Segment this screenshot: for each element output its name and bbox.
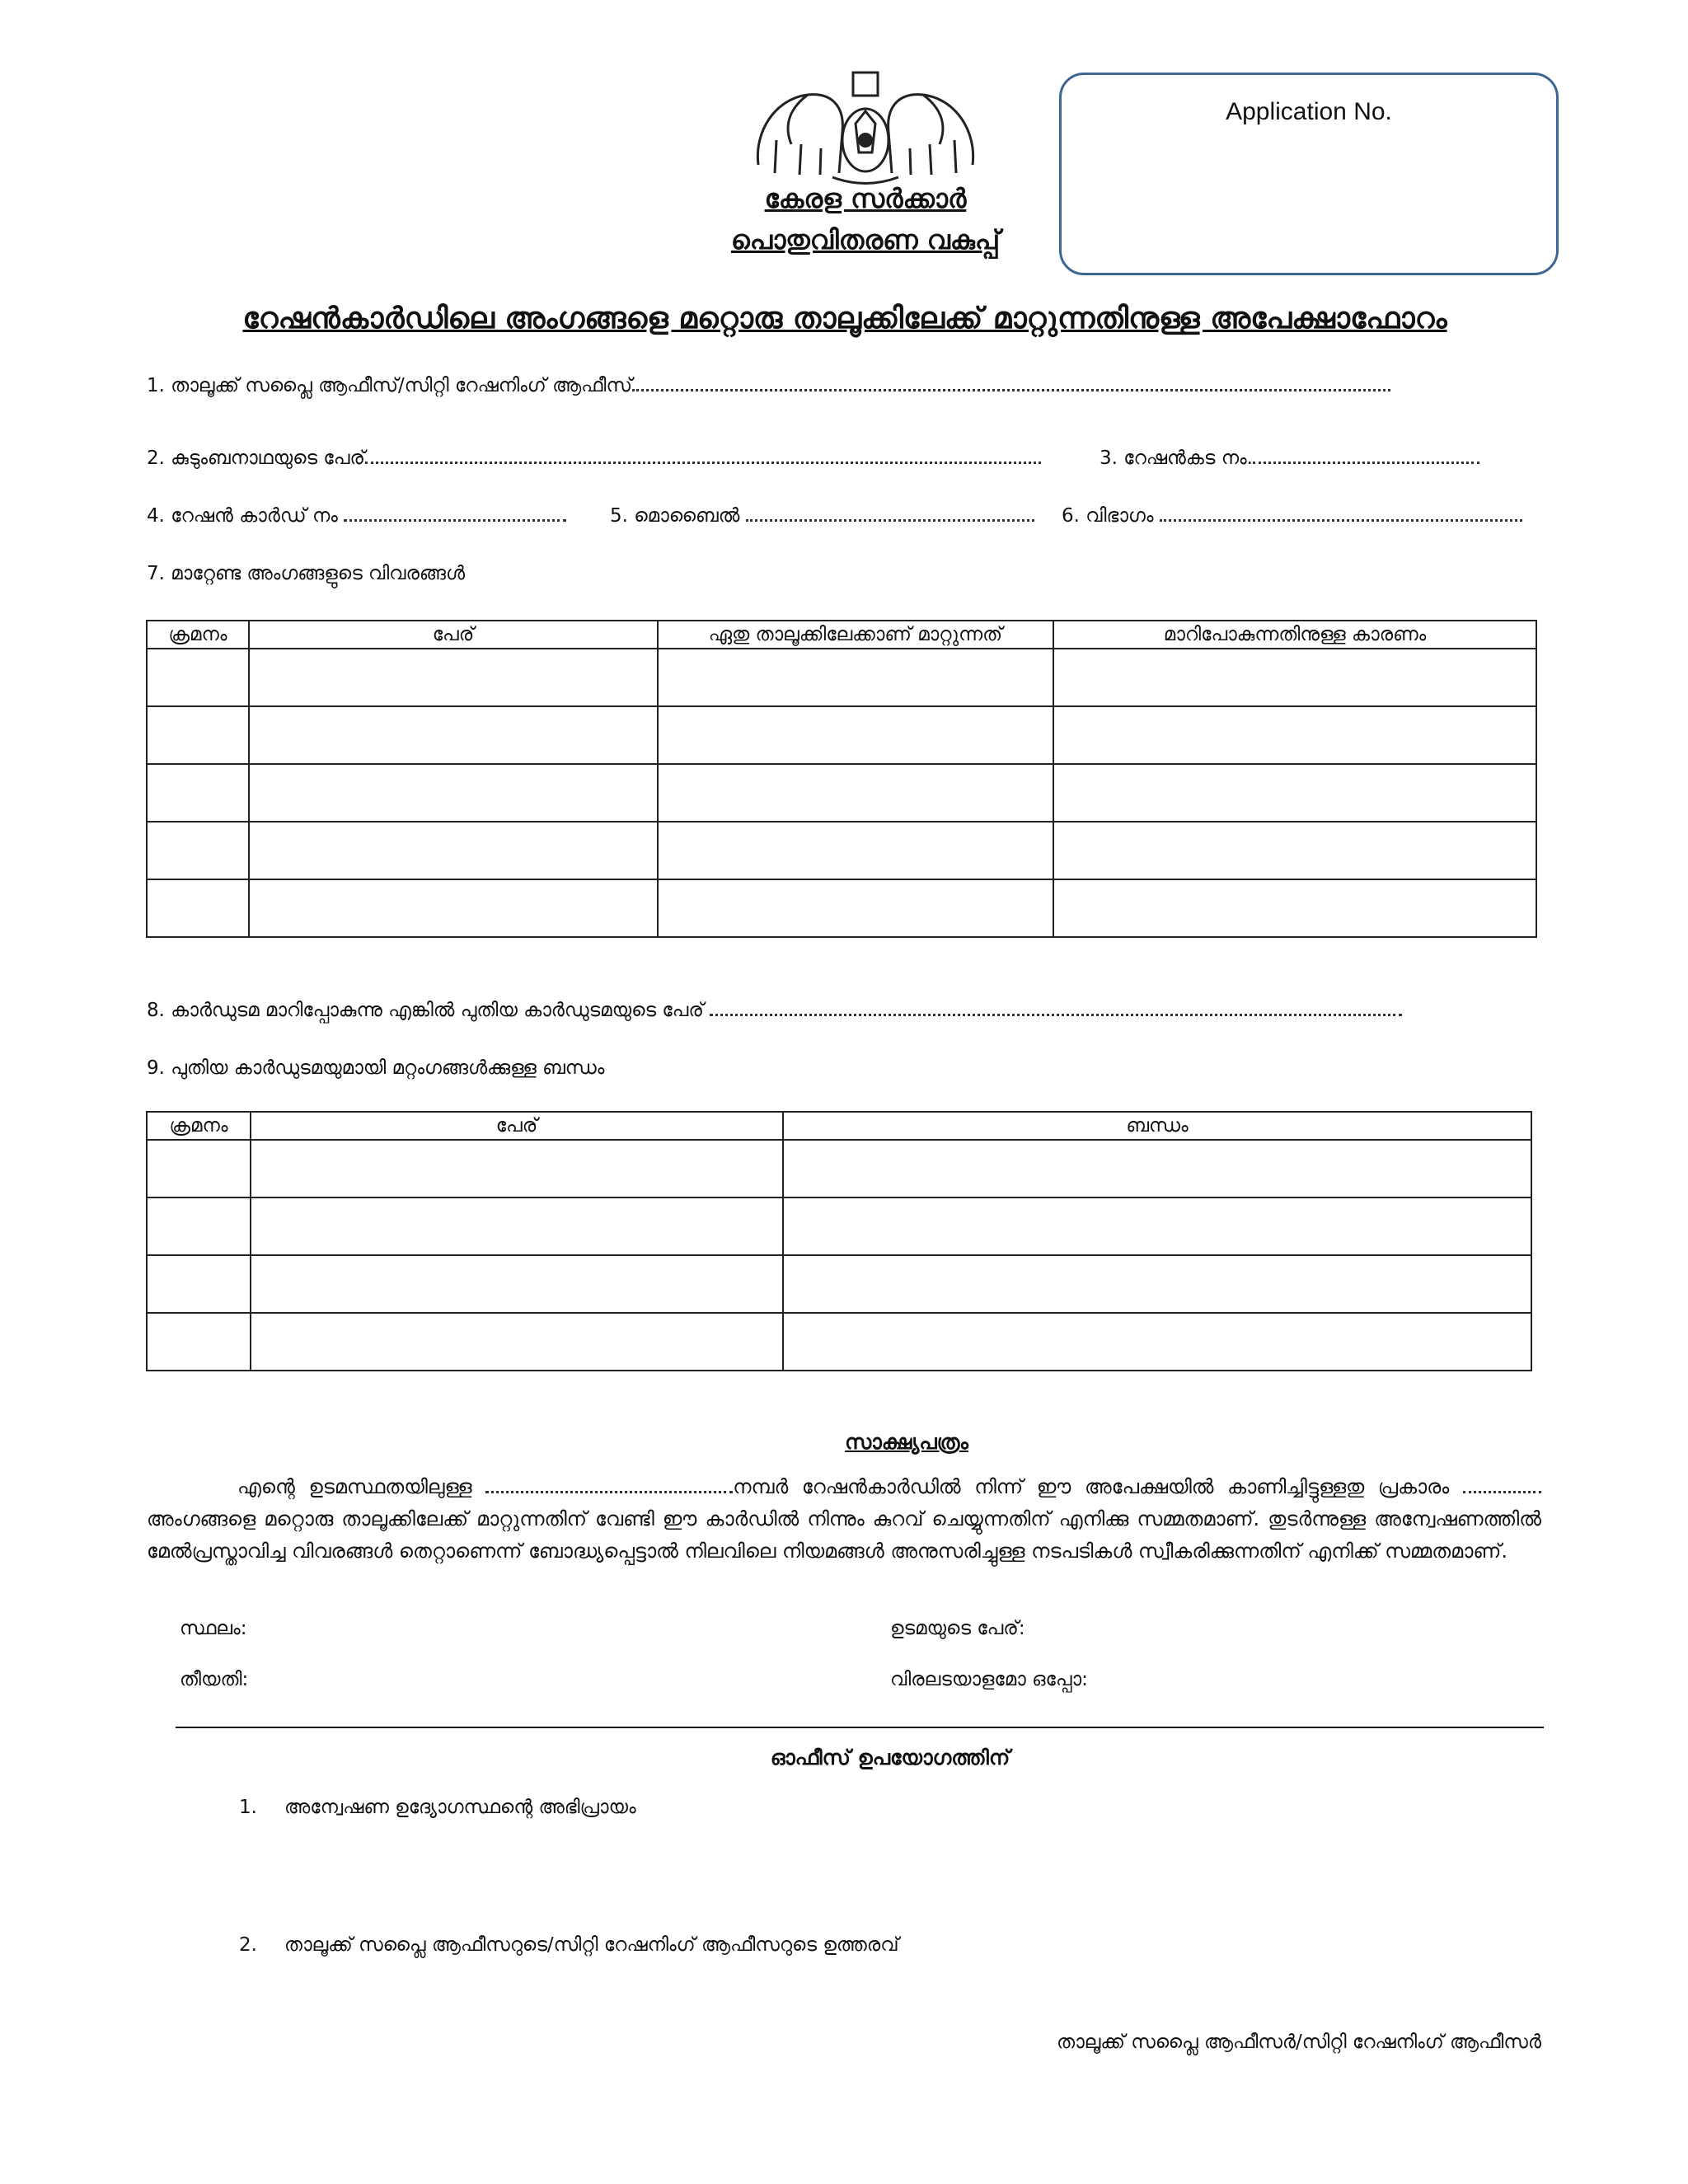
- application-number-box[interactable]: [1059, 73, 1559, 275]
- field-taluk-supply-office[interactable]: [147, 375, 1390, 396]
- table-cell[interactable]: [658, 879, 1053, 937]
- table-cell[interactable]: [147, 1197, 251, 1255]
- declaration-paragraph: [147, 1471, 1541, 1568]
- table-row: [147, 1140, 1531, 1197]
- table-cell[interactable]: [147, 1140, 251, 1197]
- table-cell[interactable]: [658, 649, 1053, 706]
- column-header-reason: മാറിപോകുന്നതിനുള്ള കാരണം: [1053, 621, 1536, 649]
- column-header-serial: ക്രമനം: [147, 1112, 251, 1140]
- field-3-label: 3. റേഷൻകട നം.: [1100, 448, 1253, 469]
- column-header-destination-taluk: ഏതു താലൂക്കിലേക്കാണ് മാറ്റുന്നത്: [658, 621, 1053, 649]
- table-cell[interactable]: [1053, 879, 1536, 937]
- column-header-serial: ക്രമനം: [147, 621, 249, 649]
- table-cell[interactable]: [783, 1197, 1531, 1255]
- office-item-2-number: 2.: [239, 1934, 257, 1956]
- table-cell[interactable]: [1053, 649, 1536, 706]
- table-row: [147, 879, 1536, 937]
- office-use-title: ഓഫീസ് ഉപയോഗത്തിന്: [770, 1746, 1010, 1769]
- date-label: തീയതി:: [180, 1669, 249, 1690]
- table-cell[interactable]: [783, 1140, 1531, 1197]
- table-cell[interactable]: [251, 1140, 783, 1197]
- field-8-blank[interactable]: [710, 1012, 1402, 1016]
- form-title: റേഷൻകാർഡിലെ അംഗങ്ങളെ മറ്റൊരു താലൂക്കിലേക്ക് മാറ്റുന്നതിനുള്ള അപേക്ഷാഫോറം: [242, 302, 1447, 335]
- members-transfer-table: [146, 620, 1537, 938]
- table-cell[interactable]: [783, 1313, 1531, 1371]
- column-header-relationship: ബന്ധം: [783, 1112, 1531, 1140]
- field-2-blank[interactable]: [365, 460, 1041, 464]
- table-cell[interactable]: [783, 1255, 1531, 1313]
- signature-label: വിരലടയാളമോ ഒപ്പോ:: [890, 1669, 1088, 1690]
- table-cell[interactable]: [249, 822, 658, 879]
- table-cell[interactable]: [249, 764, 658, 822]
- field-mobile[interactable]: [610, 505, 1034, 527]
- field-1-label: 1. താലൂക്ക് സപ്ലൈ ആഫീസ്/സിറ്റി റേഷനിംഗ് ആഫീസ്: [147, 375, 633, 396]
- table-cell[interactable]: [658, 822, 1053, 879]
- declaration-text-2: നമ്പർ റേഷൻകാർഡിൽ നിന്ന് ഈ അപേക്ഷയിൽ കാണിച്ചിട്ടുള്ളതു പ്രകാരം: [733, 1475, 1450, 1498]
- table-header-row: [147, 621, 1536, 649]
- owner-name-label: ഉടമയുടെ പേര്:: [890, 1618, 1025, 1639]
- relationship-table: [146, 1111, 1532, 1371]
- field-5-label: 5. മൊബൈൽ: [610, 505, 740, 527]
- field-1-blank[interactable]: [632, 387, 1390, 391]
- table-row: [147, 1255, 1531, 1313]
- government-name: കേരള സർക്കാർ: [764, 183, 967, 214]
- declaration-card-no-blank[interactable]: [485, 1489, 733, 1493]
- table-row: [147, 822, 1536, 879]
- table-cell[interactable]: [1053, 706, 1536, 764]
- field-8-label: 8. കാർഡുടമ മാറിപ്പോകുന്നു എങ്കിൽ പുതിയ കാർഡുടമയുടെ പേര്: [147, 1000, 704, 1021]
- table-row: [147, 649, 1536, 706]
- field-relationship-label: 9. പുതിയ കാർഡുടമയുമായി മറ്റംഗങ്ങൾക്കുള്ള ബന്ധം: [147, 1057, 605, 1079]
- kerala-emblem-icon: [742, 66, 989, 190]
- column-header-name: പേര്: [251, 1112, 783, 1140]
- field-2-label: 2. കുടുംബനാഥയുടെ പേര്: [147, 448, 365, 469]
- office-item-1-number: 1.: [239, 1797, 257, 1818]
- table-row: [147, 706, 1536, 764]
- field-new-card-owner[interactable]: [147, 1000, 1402, 1021]
- field-6-label: 6. വിഭാഗം: [1062, 505, 1154, 527]
- field-6-blank[interactable]: [1160, 518, 1522, 522]
- table-cell[interactable]: [658, 706, 1053, 764]
- column-header-name: പേര്: [249, 621, 658, 649]
- table-cell[interactable]: [147, 649, 249, 706]
- field-4-label: 4. റേഷൻ കാർഡ് നം: [147, 505, 338, 527]
- table-cell[interactable]: [249, 706, 658, 764]
- office-item-1-text: അന്വേഷണ ഉദ്യോഗസ്ഥന്റെ അഭിപ്രായം: [284, 1797, 636, 1818]
- signatory-designation: താലൂക്ക് സപ്ലൈ ആഫീസർ/സിറ്റി റേഷനിംഗ് ആഫീസർ: [1057, 2032, 1541, 2053]
- table-row: [147, 764, 1536, 822]
- table-cell[interactable]: [147, 706, 249, 764]
- field-category[interactable]: [1062, 505, 1522, 527]
- field-4-blank[interactable]: [344, 518, 566, 522]
- field-ration-card-no[interactable]: [147, 505, 566, 527]
- office-item-2-text: താലൂക്ക് സപ്ലൈ ആഫീസറുടെ/സിറ്റി റേഷനിംഗ് ആഫീസറുടെ ഉത്തരവ്: [284, 1934, 899, 1956]
- table-cell[interactable]: [251, 1313, 783, 1371]
- table-cell[interactable]: [1053, 822, 1536, 879]
- field-3-blank[interactable]: [1253, 460, 1479, 464]
- section-divider: [176, 1727, 1544, 1728]
- table-cell[interactable]: [1053, 764, 1536, 822]
- table-cell[interactable]: [249, 879, 658, 937]
- table-cell[interactable]: [249, 649, 658, 706]
- field-ration-shop-no[interactable]: [1100, 448, 1479, 469]
- declaration-member-count-blank[interactable]: [1463, 1489, 1541, 1493]
- table-cell[interactable]: [251, 1197, 783, 1255]
- table-cell[interactable]: [658, 764, 1053, 822]
- declaration-text-3: അംഗങ്ങളെ മറ്റൊരു താലൂക്കിലേക്ക് മാറ്റുന്നതിന് വേണ്ടി ഈ കാർഡിൽ നിന്നും കുറവ് ചെയ്യുന്നതിന് എനിക്കു സമ്മതമാണ്. തുടർന്നുള്ള അന്വേഷണത്തിൽ മേൽപ്രസ്താവിച്ച വിവരങ്ങൾ തെറ്റാണെന്ന് ബോദ്ധ്യപ്പെട്ടാൽ നിലവിലെ നിയമങ്ങൾ അനുസരിച്ചുള്ള നടപടികൾ സ്വീകരിക്കുന്നതിന് എനിക്ക് സമ്മതമാണ്.: [147, 1507, 1541, 1563]
- table-cell[interactable]: [251, 1255, 783, 1313]
- table-cell[interactable]: [147, 822, 249, 879]
- table-row: [147, 1313, 1531, 1371]
- department-name: പൊതുവിതരണ വകുപ്പ്: [730, 224, 1001, 255]
- place-label: സ്ഥലം:: [180, 1618, 247, 1639]
- table-header-row: [147, 1112, 1531, 1140]
- table-cell[interactable]: [147, 879, 249, 937]
- table-cell[interactable]: [147, 764, 249, 822]
- table-cell[interactable]: [147, 1313, 251, 1371]
- table-cell[interactable]: [147, 1255, 251, 1313]
- field-5-blank[interactable]: [746, 518, 1034, 522]
- declaration-text-1: എന്റെ ഉടമസ്ഥതയിലുള്ള: [237, 1475, 472, 1498]
- declaration-title: സാക്ഷ്യപത്രം: [845, 1430, 968, 1454]
- field-head-of-family[interactable]: [147, 448, 1041, 469]
- application-number-label: Application No.: [1226, 98, 1392, 125]
- field-members-details-label: 7. മാറ്റേണ്ട അംഗങ്ങളുടെ വിവരങ്ങൾ: [147, 563, 466, 584]
- table-row: [147, 1197, 1531, 1255]
